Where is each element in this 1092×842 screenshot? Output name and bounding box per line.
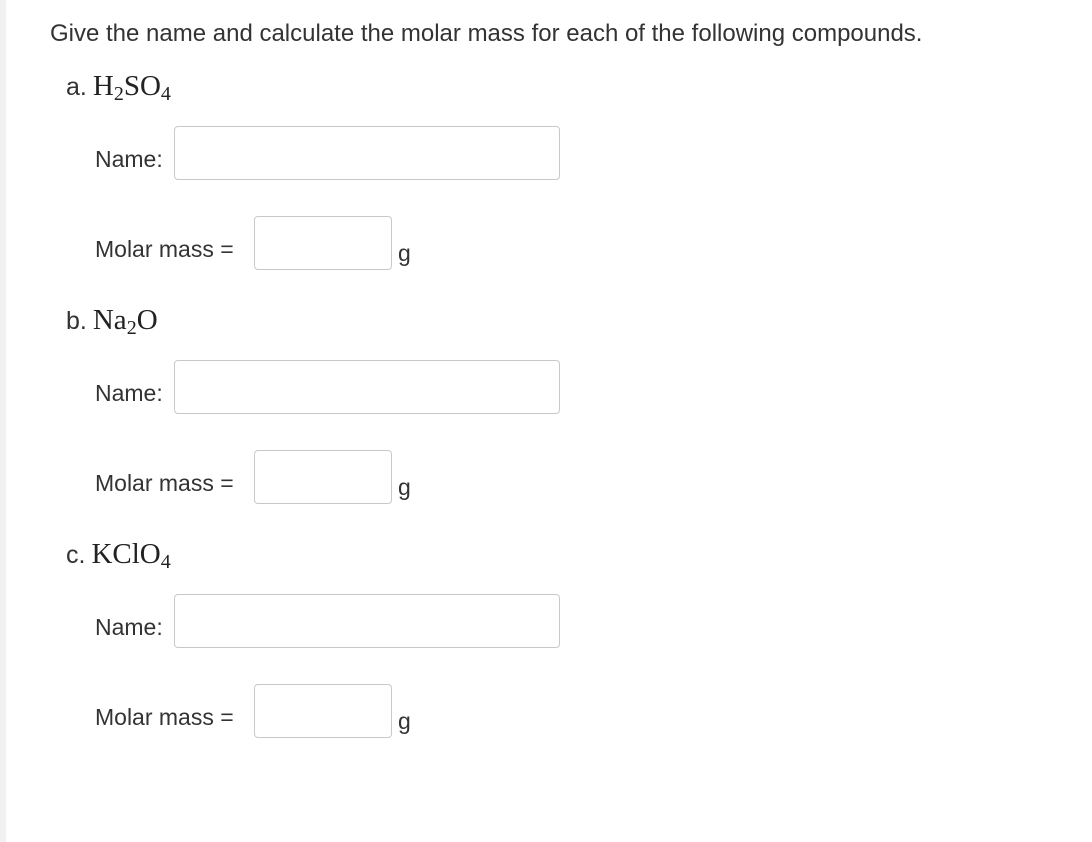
compound-formula: KClO$_4$ [91,538,171,573]
left-edge-bar [0,0,6,842]
part-letter: b. [66,307,87,335]
name-label: Name: [95,146,163,172]
question-instruction: Give the name and calculate the molar mass for each of the following compounds. [50,20,923,47]
part-a-name-input[interactable] [174,126,560,180]
compound-formula: $Na_2O$ [92,304,158,339]
molar-mass-label: Molar mass = [95,470,234,496]
part-c-label [66,538,171,571]
part-c-name-input[interactable] [174,594,560,648]
name-label: Name: [95,380,163,406]
part-a-molar-mass-input[interactable] [254,216,392,270]
unit-label: g [398,474,411,500]
part-b-label [66,304,158,337]
part-b-name-input[interactable] [174,360,560,414]
compound-formula: $H_2SO_4$ [92,70,171,105]
part-a-label [66,70,171,103]
molar-mass-label: Molar mass = [95,704,234,730]
unit-label: g [398,708,411,734]
molar-mass-label: Molar mass = [95,236,234,262]
part-b-molar-mass-input[interactable] [254,450,392,504]
unit-label: g [398,240,411,266]
part-c-molar-mass-input[interactable] [254,684,392,738]
part-letter: c. [66,541,86,569]
part-letter: a. [66,73,87,101]
name-label: Name: [95,614,163,640]
